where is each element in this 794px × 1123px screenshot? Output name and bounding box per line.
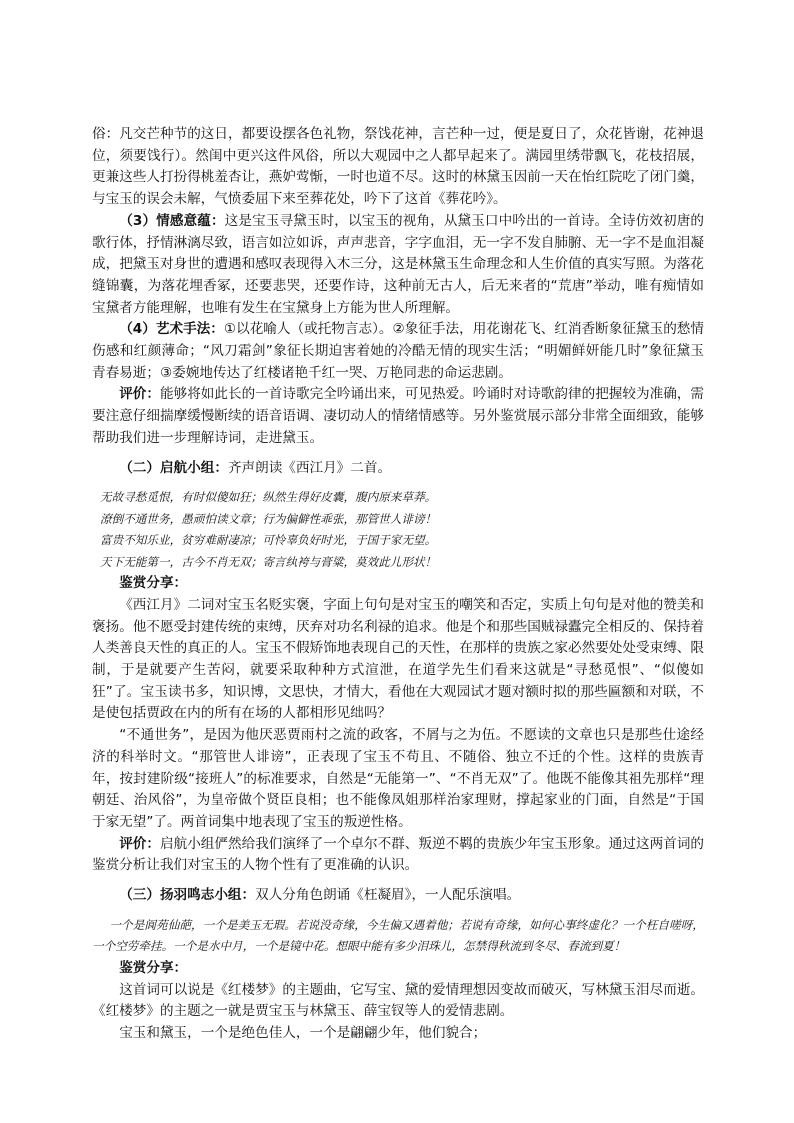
- emotion-text: 这是宝玉寻黛玉时，以宝玉的视角，从黛玉口中吟出的一首诗。全诗仿效初唐的歌行体，抒情淋漓尽致，语言如泣如诉，声声悲音，字字血泪，无一字不发自肺腑、无一字不是血泪凝成，把黛玉对身世的遭遇和感叹表现得入木三分，这是林黛玉生命理念和人生价值的真实写照。为落花缝锦囊，为落花埋香冢，还要悲哭，还要作诗，这种前无古人，后无来者的“荒唐”举动，唯有痴情如宝黛者方能理解，也唯有发生在宝黛身上方能为世人所理解。: [92, 212, 705, 316]
- paragraph-evaluation-2: [92, 834, 704, 877]
- group-label: （二）启航小组：: [119, 459, 228, 476]
- technique-text: ①以花喻人（或托物言志）。②象征手法，用花谢花飞、红消香断象征黛玉的愁情伤感和红颜薄命；“风刀霜剑”象征长期迫害着她的冷酷无情的现实生活；“明媚鲜妍能几时”象征黛玉青春易逝；③委婉地传达了红楼诸艳千红一哭、万艳同悲的命运悲剧。: [92, 321, 704, 381]
- paragraph-share-3: 这首词可以说是《红楼梦》的主题曲，它写宝、黛的爱情理想因变故而破灭，写林黛玉泪尽而逝。《红楼梦》的主题之一就是贾宝玉与林黛玉、薛宝钗等人的爱情悲剧。: [92, 981, 704, 1020]
- paragraph-share-1: 《西江月》二词对宝玉名贬实褒，字面上句句是对宝玉的嘲笑和否定，实质上句句是对他的赞美和褒扬。他不愿受封建传统的束缚，厌弃对功名利禄的追求。他是个和那些国贼禄蠹完全相反的、保持着人类善良天性的真正的人。宝玉不假矫饰地表现自己的天性，在那样的贵族之家必然要处处受束缚、限制，于是就要产生苦闷，就要采取种种方式渲泄，在道学先生们看来这就是“寻愁觅恨”、“似傻如狂”了。宝玉读书多，知识博，文思快，才情大，看他在大观园试才题对额时拟的那些匾额和对联，不是使包括贾政在内的所有在场的人都相形见绌吗？: [92, 596, 704, 722]
- poem-line: 潦倒不通世务，愚顽怕读文章；行为偏僻性乖张，那管世人诽谤！: [100, 511, 437, 526]
- paragraph-technique: [92, 319, 704, 384]
- paragraph-share-4: 宝玉和黛玉，一个是绝色佳人，一个是翩翩少年，他们貌合；: [119, 1024, 487, 1041]
- poem-line: 无故寻愁觅恨，有时似傻如狂；纵然生得好皮囊，腹内原来草莽。: [100, 490, 437, 505]
- evaluation-text: 能够将如此长的一首诗歌完全吟诵出来，可见热爱。吟诵时对诗歌韵律的把握较为准确，需要注意仔细揣摩缓慢断续的语音语调、凄切动人的情绪情感等。另外鉴赏展示部分非常全面细致，能够帮助我们进一步理解诗词，走进黛玉。: [92, 386, 705, 446]
- document-page: [92, 124, 704, 1045]
- group-task: 齐声朗读《西江月》二首。: [227, 459, 392, 476]
- evaluation-text: 启航小组俨然给我们演绎了一个卓尔不群、叛逆不羁的贵族少年宝玉形象。通过这两首词的鉴赏分析让我们对宝玉的人物个性有了更准确的认识。: [92, 835, 705, 874]
- poem-xijiangyue: [92, 487, 704, 573]
- group-label: （三）扬羽鸣志小组：: [119, 887, 256, 904]
- technique-label: （4）艺术手法：: [119, 321, 224, 338]
- section-heading-3: [92, 885, 704, 907]
- evaluation-label: 评价：: [119, 386, 160, 403]
- paragraph-emotion: [92, 211, 704, 320]
- evaluation-label: 评价：: [119, 835, 160, 852]
- section-heading-2: [92, 458, 704, 480]
- paragraph-custom: 俗：凡交芒种节的这日，都要设摆各色礼物，祭饯花神，言芒种一过，便是夏日了，众花皆谢，花神退位，须要饯行）。然闺中更兴这件风俗，所以大观园中之人都早起来了。满园里绣带飘飞，花枝招展，更兼这些人打扮得桃羞杏让，燕妒莺惭，一时也道不尽。这时的林黛玉因前一天在怡红院吃了闭门羹，与宝玉的误会未解，气愤委屈下来至葬花处，吟下了这首《葬花吟》。: [92, 126, 704, 208]
- poem-line: 富贵不知乐业，贫穷难耐凄凉；可怜辜负好时光，于国于家无望。: [100, 533, 437, 548]
- share-heading-1: 鉴赏分享：: [119, 575, 188, 592]
- share-heading-2: 鉴赏分享：: [119, 959, 188, 976]
- poem-wangningmei: 一个是阆苑仙葩，一个是美玉无瑕。若说没奇缘，今生偏又遇着他；若说有奇缘，如何心事终虚化？一个枉自嗟呀，一个空劳牵挂。一个是水中月，一个是镜中花。想眼中能有多少泪珠儿，怎禁得秋流到冬尽、春流到夏！: [92, 917, 704, 954]
- group-task: 双人分角色朗诵《枉凝眉》，一人配乐演唱。: [255, 887, 521, 904]
- paragraph-share-2: “不通世务”，是因为他厌恶贾雨村之流的政客，不屑与之为伍。不愿读的文章也只是那些仕途经济的科举时文。“那管世人诽谤”，正表现了宝玉不苟且、不随俗、独立不迁的个性。这样的贵族青年，按封建阶级“接班人”的标准要求，自然是“无能第一”、“不肖无双”了。他既不能像其祖先那样“理朝廷、治风俗”，为皇帝做个贤臣良相；也不能像凤姐那样治家理财，撑起家业的门面，自然是“于国于家无望”了。两首词集中地表现了宝玉的叛逆性格。: [92, 727, 704, 830]
- poem-line: 天下无能第一，古今不肖无双；寄言纨袴与膏粱，莫效此儿形状！: [100, 554, 437, 569]
- emotion-label: （3）情感意蕴：: [119, 212, 225, 229]
- paragraph-evaluation-1: [92, 384, 704, 449]
